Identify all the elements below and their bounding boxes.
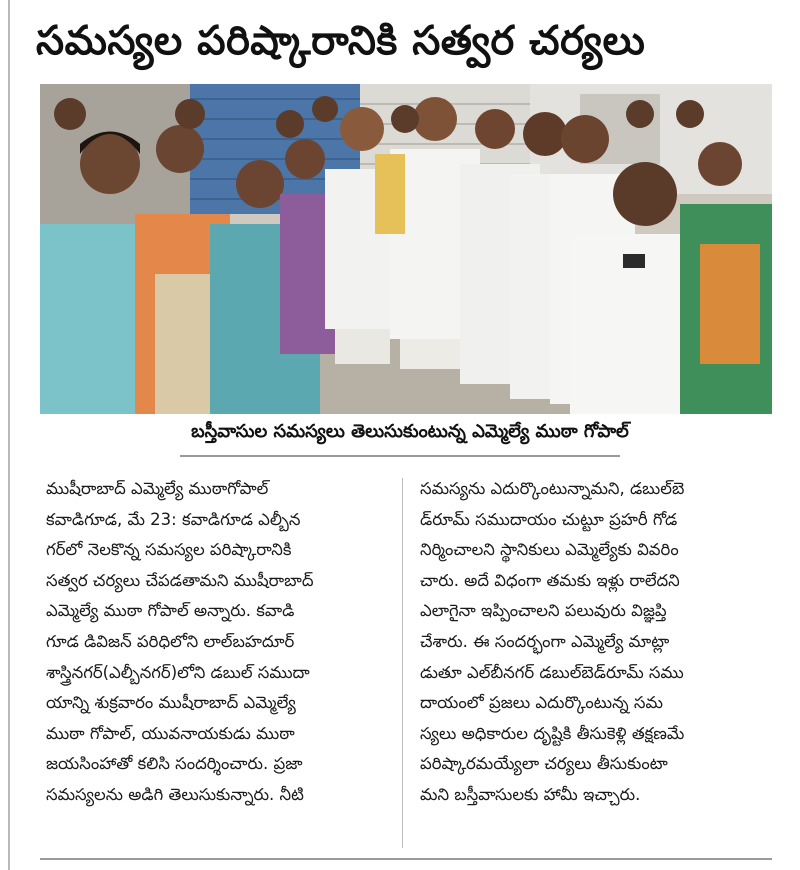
article-line: డ్‌రూమ్ సముదాయం చుట్టూ ప్రహరీ గోడ [420, 509, 678, 529]
article-line: ముఠా గోపాల్, యువనాయకుడు ముఠా [46, 723, 295, 743]
article-line: స్యలు అధికారుల దృష్టికి తీసుకెళ్లి తక్షణమే [420, 723, 685, 743]
bottom-rule [40, 858, 772, 860]
article-line: ఎలాగైనా ఇప్పించాలని పలువురు విజ్ఞప్తి [420, 601, 667, 621]
article-line: గూడ డివిజన్ పరిధిలోని లాల్‌బహదూర్ [46, 631, 295, 651]
article-line: ఎమ్మెల్యే ముఠా గోపాల్ అన్నారు. కవాడి [46, 601, 295, 621]
article-line: జయసింహాతో కలిసి సందర్శించారు. ప్రజా [46, 754, 303, 774]
article-line: ముషీరాబాద్ ఎమ్మెల్యే ముఠాగోపాల్ [46, 479, 269, 498]
article-column-left [46, 474, 396, 811]
article-line: యాన్ని శుక్రవారం ముషీరాబాద్ ఎమ్మెల్యే [46, 693, 296, 713]
article-line: సమస్యను ఎదుర్కొంటున్నామని, డబుల్‌బె [420, 479, 685, 498]
caption-separator [180, 455, 620, 457]
page-edge-rule [8, 0, 10, 870]
article-line: సత్వర చర్యలు చేపడతామని ముషీరాబాద్ [46, 570, 314, 590]
photo-caption: బస్తీవాసుల సమస్యలు తెలుసుకుంటున్న ఎమ్మెల్యే ముఠా గోపాల్ [191, 421, 629, 442]
article-line: దాయంలో ప్రజలు ఎదుర్కొంటున్న సమ [420, 693, 663, 713]
article-line: నిర్మించాలని స్థానికులు ఎమ్మెల్యేకు వివరిం [420, 540, 679, 560]
article-line: శాస్త్రినగర్(ఎల్బీనగర్)లోని డబుల్ సముదా [46, 662, 310, 682]
article-line: చేశారు. ఈ సందర్భంగా ఎమ్మెల్యే మాట్లా [420, 631, 670, 651]
column-divider [402, 478, 403, 848]
article-line: పరిష్కారమయ్యేలా చర్యలు తీసుకుంటా [420, 754, 668, 774]
article-line: సమస్యలను అడిగి తెలుసుకున్నారు. నీటి [46, 784, 304, 804]
article-line: చారు. అదే విధంగా తమకు ఇళ్లు రాలేదని [420, 570, 680, 590]
article-headline: సమస్యల పరిష్కారానికి సత్వర చర్యలు [36, 18, 646, 64]
article-line: మని బస్తీవాసులకు హామీ ఇచ్చారు. [420, 784, 641, 804]
news-photo [40, 84, 772, 414]
article-line: డుతూ ఎల్‌బీనగర్ డబుల్‌బెడ్‌రూమ్ సము [420, 662, 684, 682]
article-line: గర్‌లో నెలకొన్న సమస్యల పరిష్కారానికి [46, 540, 292, 560]
article-line: కవాడిగూడ, మే 23: కవాడిగూడ ఎల్బీన [46, 509, 301, 529]
article-column-right [420, 474, 770, 811]
